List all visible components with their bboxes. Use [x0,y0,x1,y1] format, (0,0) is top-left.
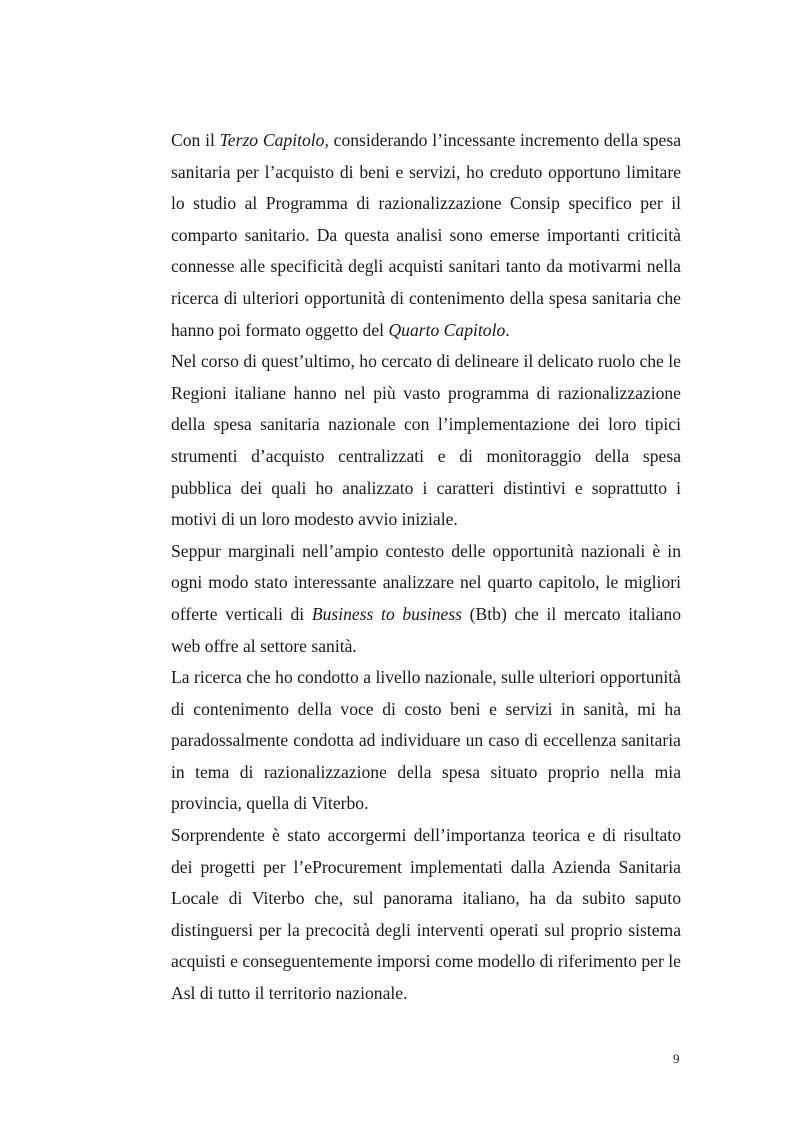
paragraph-text: . [505,319,510,340]
paragraph-text: considerando l’incessante incremento della spesa sanitaria per l’acquisto di beni e servizi, ho creduto opportuno limitare lo studio al Programma di razionalizzazione Consip specifico per il comparto sanitario. Da questa analisi sono emerse importanti criticità connesse alle specificità degli acquisti sanitari tanto da motivarmi nella ricerca di ulteriori opportunità di contenimento della spesa sanitaria che hanno poi formato oggetto del [171,130,681,340]
italic-term: Business to business [311,603,463,624]
paragraph-terzo-capitolo [171,125,681,346]
page-body [171,125,681,1010]
italic-chapter-title: Terzo Capitolo, [219,130,329,150]
page-number: 9 [673,1051,680,1066]
italic-chapter-title: Quarto Capitolo [388,319,506,340]
paragraph-text: (Btb) che il mercato italiano web offre al settore sanità. [171,603,681,656]
paragraph-text: Con il [171,130,220,150]
paragraph-text: Seppur marginali nell’ampio contesto delle opportunità nazionali è in ogni modo stato interessante analizzare nel quarto capitolo, le migliori offerte verticali di [171,540,681,624]
paragraph-btb [171,536,681,662]
paragraph-regioni: Nel corso di quest’ultimo, ho cercato di delineare il delicato ruolo che le Regioni italiane hanno nel più vasto programma di razionalizzazione della spesa sanitaria nazionale con l’implementazione dei loro tipici strumenti d’acquisto centralizzati e di monitoraggio della spesa pubblica dei quali ho analizzato i caratteri distintivi e soprattutto i motivi di un loro modesto avvio iniziale. [171,351,681,530]
paragraph-ricerca: La ricerca che ho condotto a livello nazionale, sulle ulteriori opportunità di contenimento della voce di costo beni e servizi in sanità, mi ha paradossalmente condotta ad individuare un caso di eccellenza sanitaria in tema di razionalizzazione della spesa situato proprio nella mia provincia, quella di Viterbo. [171,667,681,814]
paragraph-asl-viterbo: Sorprendente è stato accorgermi dell’importanza teorica e di risultato dei progetti per l’eProcurement implementati dalla Azienda Sanitaria Locale di Viterbo che, sul panorama italiano, ha da subito saputo distinguersi per la precocità degli interventi operati sul proprio sistema acquisti e conseguentemente imporsi come modello di riferimento per le Asl di tutto il territorio nazionale. [171,825,681,1004]
